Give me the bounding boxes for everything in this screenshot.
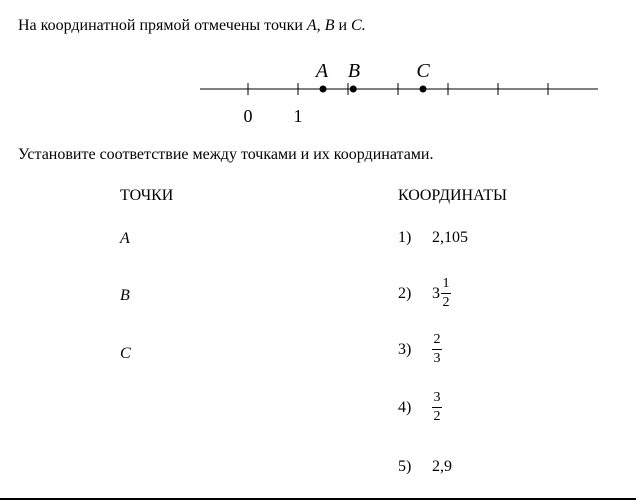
task-point-c: C. bbox=[351, 17, 366, 34]
option-3-numerator: 2 bbox=[433, 332, 441, 347]
option-5 bbox=[398, 458, 452, 476]
task-prefix: На координатной прямой отмечены точки bbox=[18, 17, 303, 34]
point-a: A bbox=[120, 230, 130, 247]
point-a-dot bbox=[320, 86, 327, 93]
option-2-numerator: 1 bbox=[442, 276, 450, 291]
fraction-bar bbox=[441, 293, 451, 294]
option-3-fraction bbox=[432, 333, 442, 366]
option-4 bbox=[398, 391, 442, 424]
point-b: B bbox=[120, 287, 130, 304]
task-and: и bbox=[338, 17, 348, 34]
point-c-dot bbox=[420, 86, 427, 93]
option-2 bbox=[398, 277, 451, 310]
option-2-denominator: 2 bbox=[442, 295, 450, 310]
label-a: A bbox=[315, 60, 329, 82]
label-c: C bbox=[416, 60, 430, 82]
option-3 bbox=[398, 333, 442, 366]
option-5-number: 5) bbox=[398, 458, 412, 475]
option-5-value: 2,9 bbox=[432, 458, 452, 475]
coords-header: КООРДИНАТЫ bbox=[398, 187, 507, 204]
option-1-number: 1) bbox=[398, 229, 412, 246]
option-1 bbox=[398, 229, 468, 247]
fraction-bar bbox=[432, 407, 442, 408]
number-line bbox=[0, 55, 636, 130]
points-header: ТОЧКИ bbox=[120, 187, 174, 204]
point-b-dot bbox=[350, 86, 357, 93]
task-point-a: A, bbox=[306, 17, 321, 34]
option-4-fraction bbox=[432, 391, 442, 424]
instruction: Установите соответствие между точками и их координатами. bbox=[18, 146, 434, 163]
fraction-bar bbox=[432, 349, 442, 350]
label-b: B bbox=[347, 60, 361, 82]
label-one: 1 bbox=[293, 106, 303, 126]
label-zero: 0 bbox=[243, 106, 253, 126]
option-3-denominator: 3 bbox=[433, 351, 441, 366]
option-4-numerator: 3 bbox=[433, 390, 441, 405]
point-c: C bbox=[120, 345, 131, 362]
task-text bbox=[18, 17, 366, 35]
option-3-number: 3) bbox=[398, 340, 412, 358]
option-2-number: 2) bbox=[398, 284, 412, 302]
option-1-value: 2,105 bbox=[432, 229, 468, 246]
option-4-number: 4) bbox=[398, 398, 412, 416]
option-2-whole: 3 bbox=[432, 284, 440, 302]
task-point-b: B bbox=[324, 17, 335, 34]
option-4-denominator: 2 bbox=[433, 409, 441, 424]
option-2-fraction bbox=[441, 277, 451, 310]
